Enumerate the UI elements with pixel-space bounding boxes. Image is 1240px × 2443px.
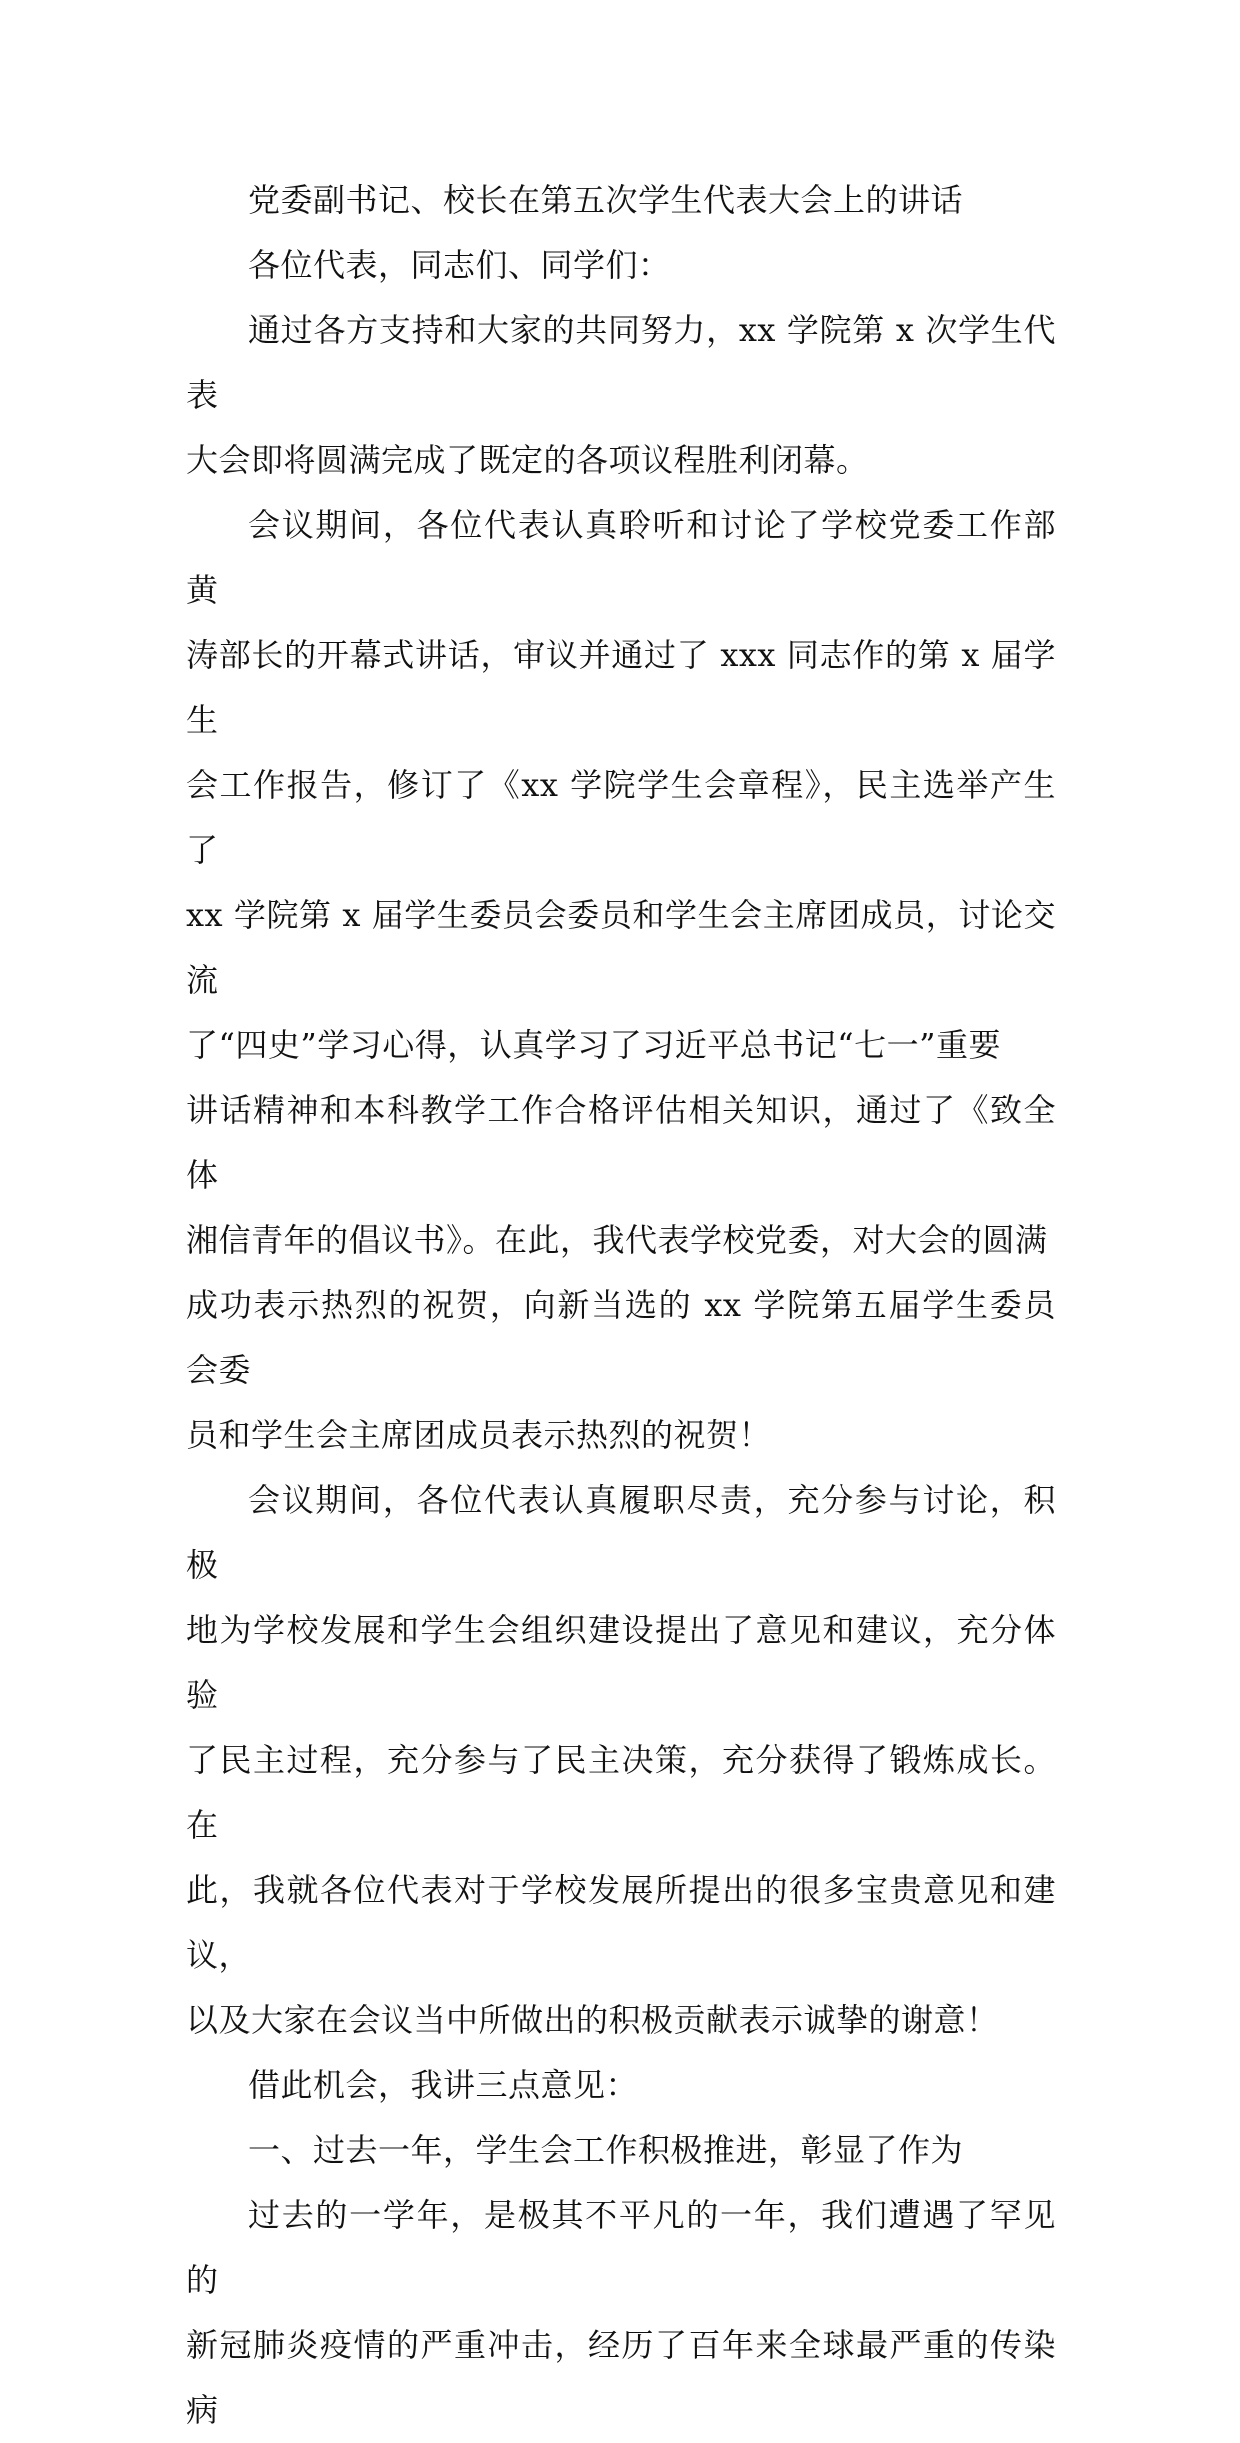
paragraph-2: 会议期间，各位代表认真聆听和讨论了学校党委工作部黄 涛部长的开幕式讲话，审议并通过了 xxx 同志作的第 x 届学生 会工作报告，修订了《xx 学院学生会章程》，民主选举产生了 xx 学院第 x 届学生委员会委员和学生会主席团成员，讨论交流 了“四史”学习心得，认真学习了习近平总书记“七一”重要 讲话精神和本科教学工作合格评估相关知识，通过了《致全体 湘信青年的倡议书》。在此，我代表学校党委，对大会的圆满 成功表示热烈的祝贺，向新当选的 xx 学院第五届学生委员会委 员和学生会主席团成员表示热烈的祝贺！ (186, 506, 1056, 1454)
speech-title: 党委副书记、校长在第五次学生代表大会上的讲话 (248, 181, 964, 219)
greeting: 各位代表，同志们、同学们： (248, 246, 671, 284)
document-body (186, 168, 1056, 2443)
paragraph-1: 通过各方支持和大家的共同努力，xx 学院第 x 次学生代表 大会即将圆满完成了既定的各项议程胜利闭幕。 (186, 311, 1056, 479)
paragraph-4: 借此机会，我讲三点意见： (248, 2066, 639, 2104)
paragraph-3: 会议期间，各位代表认真履职尽责，充分参与讨论，积极 地为学校发展和学生会组织建设提出了意见和建议，充分体验 了民主过程，充分参与了民主决策，充分获得了锻炼成长。在 此，我就各位代表对于学校发展所提出的很多宝贵意见和建议， 以及大家在会议当中所做出的积极贡献表示诚挚的谢意！ (186, 1481, 1056, 2039)
section-heading-1: 一、过去一年，学生会工作积极推进，彰显了作为 (248, 2131, 964, 2169)
paragraph-5: 过去的一学年，是极其不平凡的一年，我们遭遇了罕见的 新冠肺炎疫情的严重冲击，经历了百年来全球最严重的传染病 (186, 2196, 1056, 2429)
